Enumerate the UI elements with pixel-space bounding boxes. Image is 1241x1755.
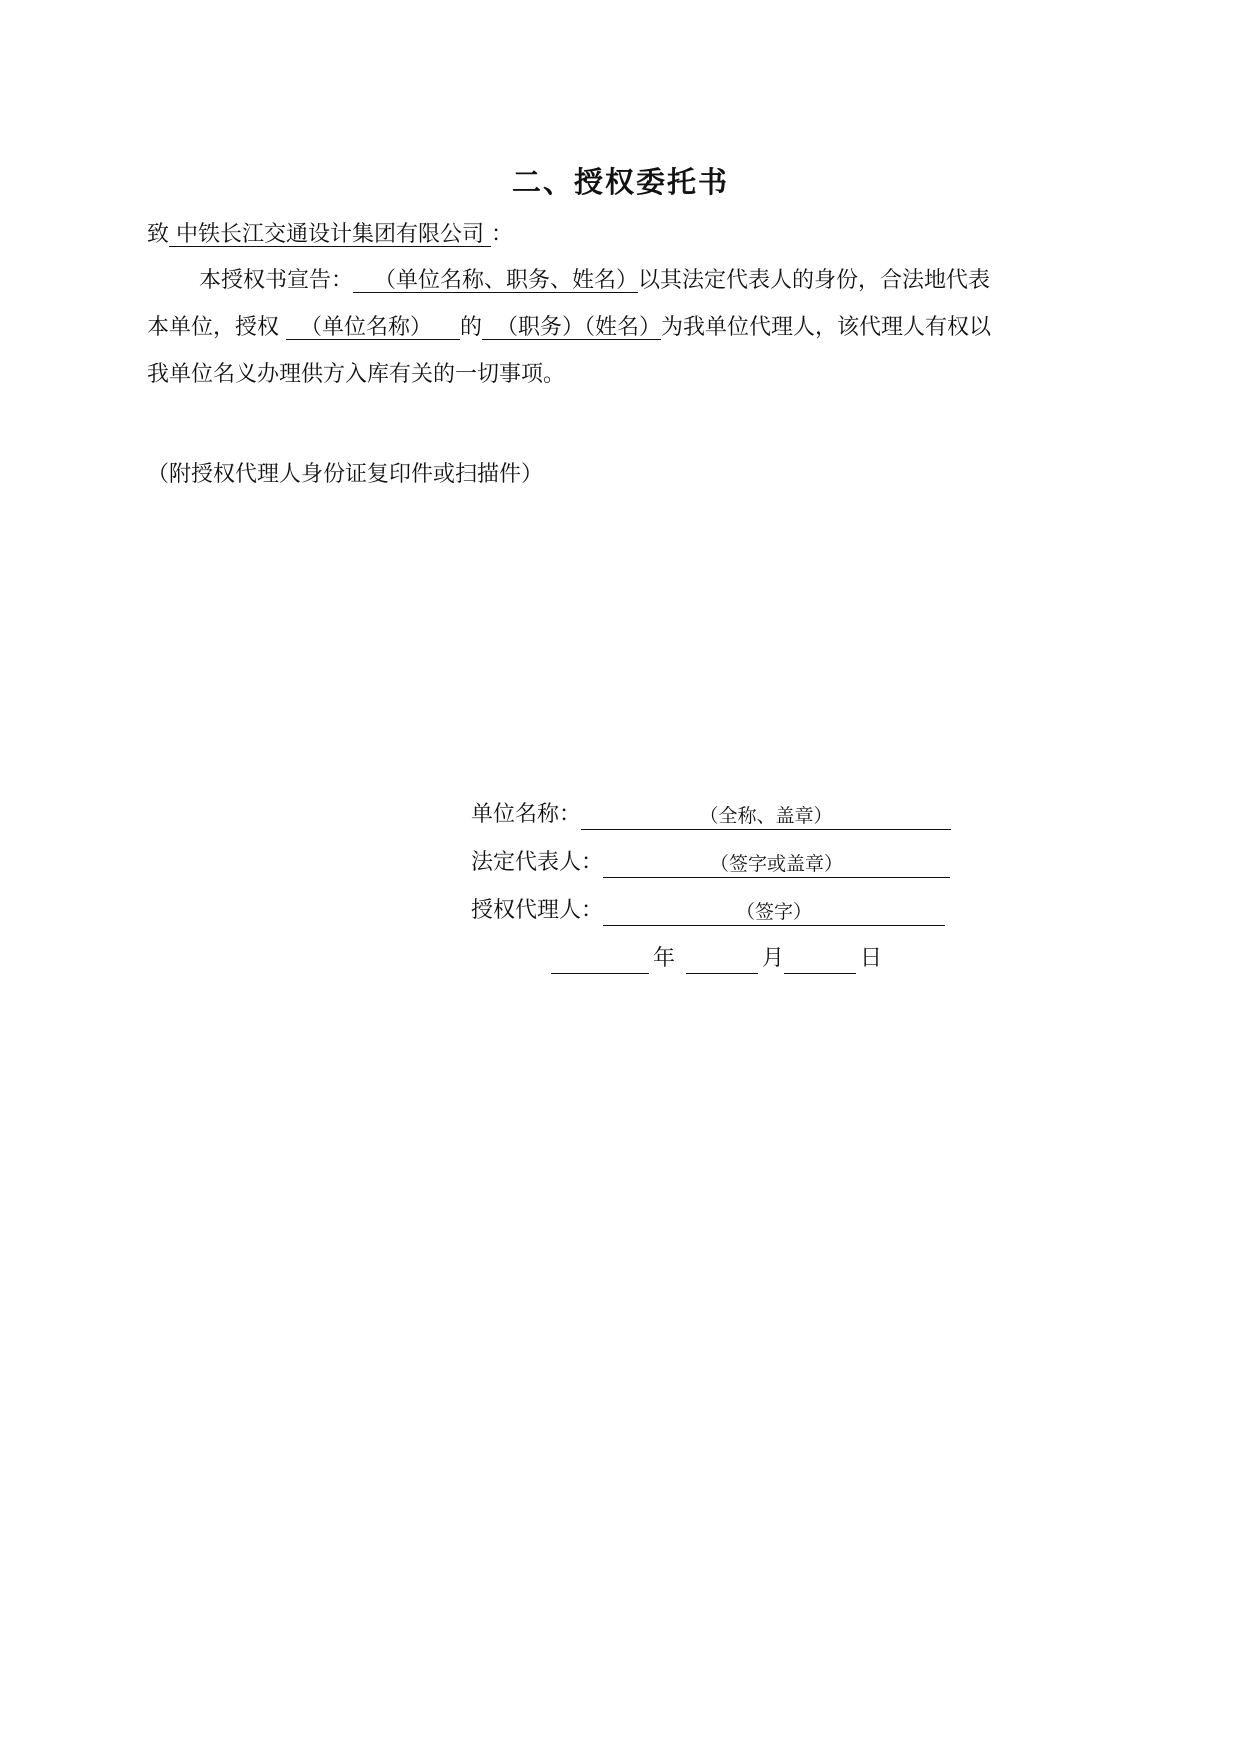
authorize-end: 为我单位代理人，该代理人有权以 — [661, 315, 992, 340]
unit-name-blank: （单位名称） — [300, 315, 433, 340]
body-line-2 — [147, 313, 991, 343]
day-label: 日 — [860, 946, 883, 971]
legal-rep-row — [471, 848, 950, 878]
year-label: 年 — [653, 946, 676, 971]
agent-label: 授权代理人： — [471, 898, 604, 923]
declaration-start: 本授权书宣告： — [199, 268, 354, 293]
unit-name-row — [471, 800, 951, 830]
month-field[interactable] — [686, 949, 758, 974]
authorize-start: 本单位，授权 — [147, 315, 280, 340]
authorize-of: 的 — [460, 315, 483, 340]
agent-field[interactable]: （签字） — [603, 899, 945, 926]
title-name-blank: （职务）（姓名） — [496, 315, 662, 340]
legal-rep-field[interactable]: （签字或盖章） — [603, 851, 950, 878]
attachment-note: （附授权代理人身份证复印件或扫描件） — [147, 462, 544, 487]
body-line-1 — [199, 266, 990, 296]
date-row — [551, 944, 886, 974]
addressee-prefix: 致 — [147, 222, 170, 247]
year-field[interactable] — [551, 949, 649, 974]
month-label: 月 — [762, 946, 785, 971]
unit-name-field[interactable]: （全称、盖章） — [581, 803, 951, 830]
declaration-end: 以其法定代表人的身份，合法地代表 — [638, 268, 991, 293]
agent-row — [471, 896, 945, 926]
legal-rep-label: 法定代表人： — [471, 850, 604, 875]
unit-name-label: 单位名称： — [471, 802, 582, 827]
declaration-blank: （单位名称、职务、姓名） — [374, 268, 639, 293]
addressee-line — [147, 220, 513, 250]
body-line-3: 我单位名义办理供方入库有关的一切事项。 — [147, 362, 566, 387]
addressee-suffix: ： — [491, 222, 514, 247]
document-title: 二、授权委托书 — [511, 165, 729, 199]
day-field[interactable] — [784, 949, 856, 974]
addressee-company: 中铁长江交通设计集团有限公司 — [176, 222, 485, 247]
